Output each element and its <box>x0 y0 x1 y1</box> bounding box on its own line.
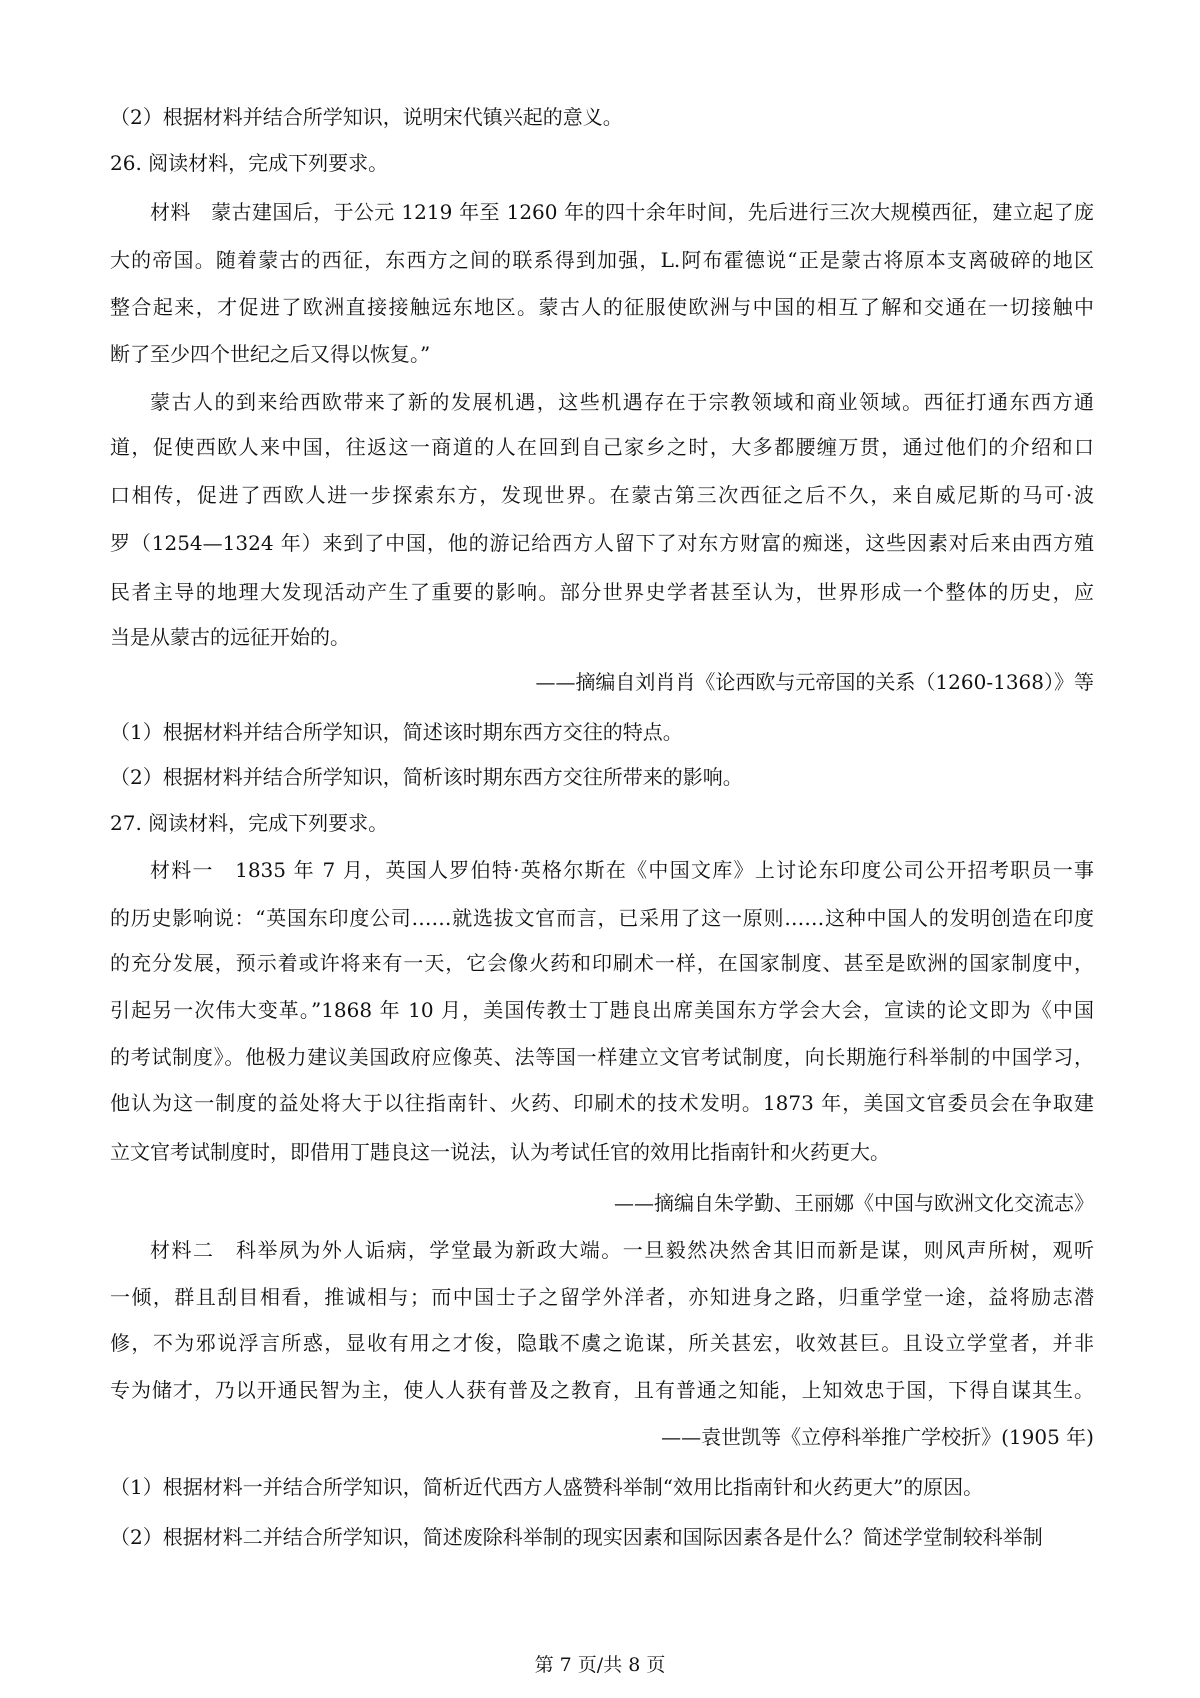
q26-material-line: 罗（1254—1324 年）来到了中国，他的游记给西方人留下了对东方财富的痴迷，这些因素对后来由西方殖 <box>110 531 1094 555</box>
q26-material-line: 整合起来，才促进了欧洲直接接触远东地区。蒙古人的征服使欧洲与中国的相互了解和交通在一切接触中 <box>110 295 1094 319</box>
q26-material-line: 当是从蒙古的远征开始的。 <box>110 625 350 649</box>
q27-part1: （1）根据材料一并结合所学知识，简析近代西方人盛赞科举制“效用比指南针和火药更大”的原因。 <box>110 1475 984 1499</box>
q27-material2-line: 材料二 科举夙为外人诟病，学堂最为新政大端。一旦毅然决然舍其旧而新是谋，则风声所树，观听 <box>150 1238 1094 1262</box>
q25-part2: （2）根据材料并结合所学知识，说明宋代镇兴起的意义。 <box>110 105 623 129</box>
q27-material2-line: 专为储才，乃以开通民智为主，使人人获有普及之教育，且有普通之知能，上知效忠于国，下得自谋其生。 <box>110 1378 1094 1402</box>
q27-material1-source: ——摘编自朱学勤、王丽娜《中国与欧洲文化交流志》 <box>614 1191 1094 1215</box>
q26-material-line: 蒙古人的到来给西欧带来了新的发展机遇，这些机遇存在于宗教领域和商业领域。西征打通东西方通 <box>150 390 1094 414</box>
q27-heading: 27. 阅读材料，完成下列要求。 <box>110 811 389 835</box>
q26-material-line: 材料 蒙古建国后，于公元 1219 年至 1260 年的四十余年时间，先后进行三次大规模西征，建立起了庞 <box>150 200 1094 224</box>
q27-material1-line: 他认为这一制度的益处将大于以往指南针、火药、印刷术的技术发明。1873 年，美国文官委员会在争取建 <box>110 1091 1094 1115</box>
q26-material-line: 民者主导的地理大发现活动产生了重要的影响。部分世界史学者甚至认为，世界形成一个整体的历史，应 <box>110 580 1094 604</box>
q27-material1-line: 材料一 1835 年 7 月，英国人罗伯特·英格尔斯在《中国文库》上讨论东印度公司公开招考职员一事 <box>150 858 1094 882</box>
q27-material1-line: 的充分发展，预示着或许将来有一天，它会像火药和印刷术一样，在国家制度、甚至是欧洲的国家制度中， <box>110 951 1094 975</box>
q26-material-line: 口相传，促进了西欧人进一步探索东方，发现世界。在蒙古第三次西征之后不久，来自威尼斯的马可·波 <box>110 483 1094 507</box>
q26-part2: （2）根据材料并结合所学知识，简析该时期东西方交往所带来的影响。 <box>110 765 743 789</box>
q26-part1: （1）根据材料并结合所学知识，简述该时期东西方交往的特点。 <box>110 720 683 744</box>
q26-source: ——摘编自刘肖肖《论西欧与元帝国的关系（1260-1368）》等 <box>535 670 1094 694</box>
q26-heading: 26. 阅读材料，完成下列要求。 <box>110 151 389 175</box>
q27-material1-line: 立文官考试制度时，即借用丁韪良这一说法，认为考试任官的效用比指南针和火药更大。 <box>110 1140 890 1164</box>
q27-part2: （2）根据材料二并结合所学知识，简述废除科举制的现实因素和国际因素各是什么？简述学堂制较科举制 <box>110 1525 1043 1549</box>
q27-material1-line: 的历史影响说：“英国东印度公司……就选拔文官而言，已采用了这一原则……这种中国人的发明创造在印度 <box>110 906 1094 930</box>
q27-material1-line: 引起另一次伟大变革。”1868 年 10 月，美国传教士丁韪良出席美国东方学会大会，宣读的论文即为《中国 <box>110 998 1094 1022</box>
page-number: 第 7 页/共 8 页 <box>534 1654 666 1676</box>
q26-material-line: 大的帝国。随着蒙古的西征，东西方之间的联系得到加强，L.阿布霍德说“正是蒙古将原本支离破碎的地区 <box>110 248 1094 272</box>
q27-material2-source: ——袁世凯等《立停科举推广学校折》(1905 年) <box>661 1425 1094 1449</box>
q27-material1-line: 的考试制度》。他极力建议美国政府应像英、法等国一样建立文官考试制度，向长期施行科举制的中国学习， <box>110 1045 1094 1069</box>
q26-material-line: 道，促使西欧人来中国，往返这一商道的人在回到自己家乡之时，大多都腰缠万贯，通过他们的介绍和口 <box>110 435 1094 459</box>
q27-material2-line: 修，不为邪说浮言所惑，显收有用之才俊，隐戢不虞之诡谋，所关甚宏，收效甚巨。且设立学堂者，并非 <box>110 1331 1094 1355</box>
q26-material-line: 断了至少四个世纪之后又得以恢复。” <box>110 342 431 366</box>
q27-material2-line: 一倾，群且刮目相看，推诚相与；而中国士子之留学外洋者，亦知进身之路，归重学堂一途，益将励志潜 <box>110 1285 1094 1309</box>
